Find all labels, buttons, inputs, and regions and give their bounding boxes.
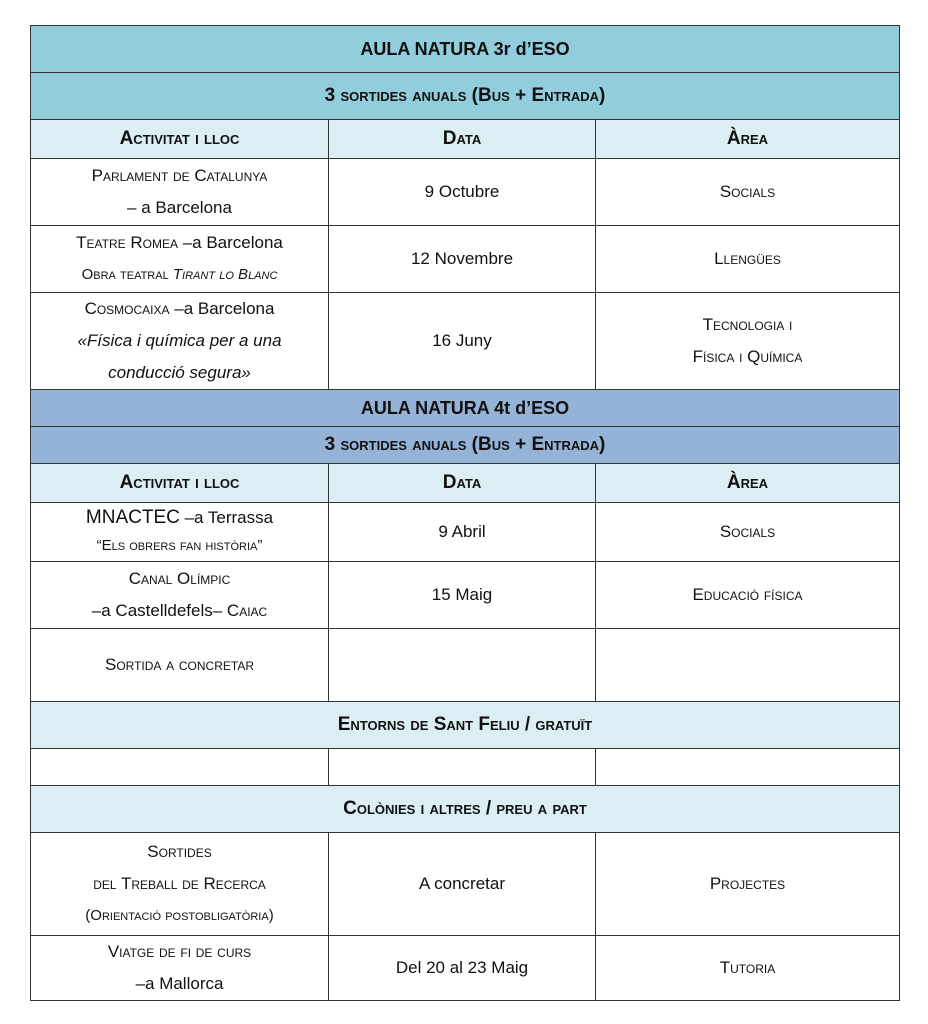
- excursions-table: [30, 25, 900, 1001]
- col-area: Àrea: [596, 120, 900, 159]
- date-cell: 16 Juny: [329, 293, 596, 390]
- location: –a Barcelona: [169, 299, 275, 318]
- date-cell: 9 Octubre: [329, 159, 596, 226]
- col-date: Data: [329, 120, 596, 159]
- area-cell: [596, 629, 900, 702]
- activity-cell: [31, 226, 329, 293]
- colonies-title: Colònies i altres / preu a part: [31, 786, 900, 833]
- line: Viatge de fi de curs: [107, 942, 252, 961]
- subtitle-3r: 3 sortides anuals (Bus + Entrada): [31, 73, 900, 120]
- title-3r: AULA NATURA 3r d’ESO: [31, 26, 900, 73]
- activity-cell: [31, 159, 329, 226]
- activity-cell: [31, 503, 329, 562]
- place: Parlament de Catalunya: [91, 166, 268, 185]
- area-cell: Educació física: [596, 562, 900, 629]
- subtitle: Caiac: [226, 601, 268, 620]
- date-cell: [329, 629, 596, 702]
- entorns-title: Entorns de Sant Feliu / gratuït: [31, 702, 900, 749]
- activity-cell: [31, 562, 329, 629]
- date-cell: 12 Novembre: [329, 226, 596, 293]
- empty-cell: [31, 749, 329, 786]
- area: Física i Química: [692, 347, 803, 366]
- subtitle: Obra teatral: [81, 266, 173, 283]
- location: –a Barcelona: [177, 233, 283, 252]
- place: MNACTEC: [85, 507, 180, 528]
- title-4t: AULA NATURA 4t d’ESO: [31, 390, 900, 427]
- line: –a Mallorca: [135, 974, 224, 993]
- area-cell: Projectes: [596, 833, 900, 936]
- table-row: [31, 833, 900, 936]
- subtitle: «Física i química per a una: [77, 331, 282, 350]
- subtitle: “Els obrers fan història”: [96, 537, 263, 554]
- location: – a Barcelona: [127, 198, 232, 217]
- col-area: Àrea: [596, 464, 900, 503]
- table-row: [31, 503, 900, 562]
- col-activity: Activitat i lloc: [31, 464, 329, 503]
- empty-cell: [329, 749, 596, 786]
- place: Teatre Romea: [76, 233, 178, 252]
- area-cell: [596, 293, 900, 390]
- area: Tecnologia i: [702, 315, 793, 334]
- area-cell: Socials: [596, 503, 900, 562]
- line: Sortides: [147, 842, 212, 861]
- activity-cell: [31, 833, 329, 936]
- location: –a Terrassa: [179, 508, 274, 527]
- table-row: [31, 159, 900, 226]
- col-date: Data: [329, 464, 596, 503]
- area-cell: Socials: [596, 159, 900, 226]
- activity-cell: Sortida a concretar: [31, 629, 329, 702]
- place: Canal Olímpic: [128, 569, 231, 588]
- table-row: [31, 749, 900, 786]
- activity-cell: [31, 936, 329, 1001]
- subtitle-4t: 3 sortides anuals (Bus + Entrada): [31, 427, 900, 464]
- table-row: [31, 629, 900, 702]
- table-row: [31, 226, 900, 293]
- play-title: Tirant lo Blanc: [172, 266, 278, 283]
- area-cell: Llengües: [596, 226, 900, 293]
- place: Cosmocaixa: [84, 299, 170, 318]
- subtitle: conducció segura»: [108, 363, 251, 382]
- empty-cell: [596, 749, 900, 786]
- location: –a Castelldefels–: [91, 601, 227, 620]
- date-cell: A concretar: [329, 833, 596, 936]
- line: del Treball de Recerca: [93, 874, 266, 893]
- line: (Orientació postobligatòria): [85, 907, 274, 924]
- activity-cell: [31, 293, 329, 390]
- date-cell: 15 Maig: [329, 562, 596, 629]
- table-row: [31, 936, 900, 1001]
- col-activity: Activitat i lloc: [31, 120, 329, 159]
- area-cell: Tutoria: [596, 936, 900, 1001]
- date-cell: Del 20 al 23 Maig: [329, 936, 596, 1001]
- table-row: [31, 562, 900, 629]
- date-cell: 9 Abril: [329, 503, 596, 562]
- table-row: [31, 293, 900, 390]
